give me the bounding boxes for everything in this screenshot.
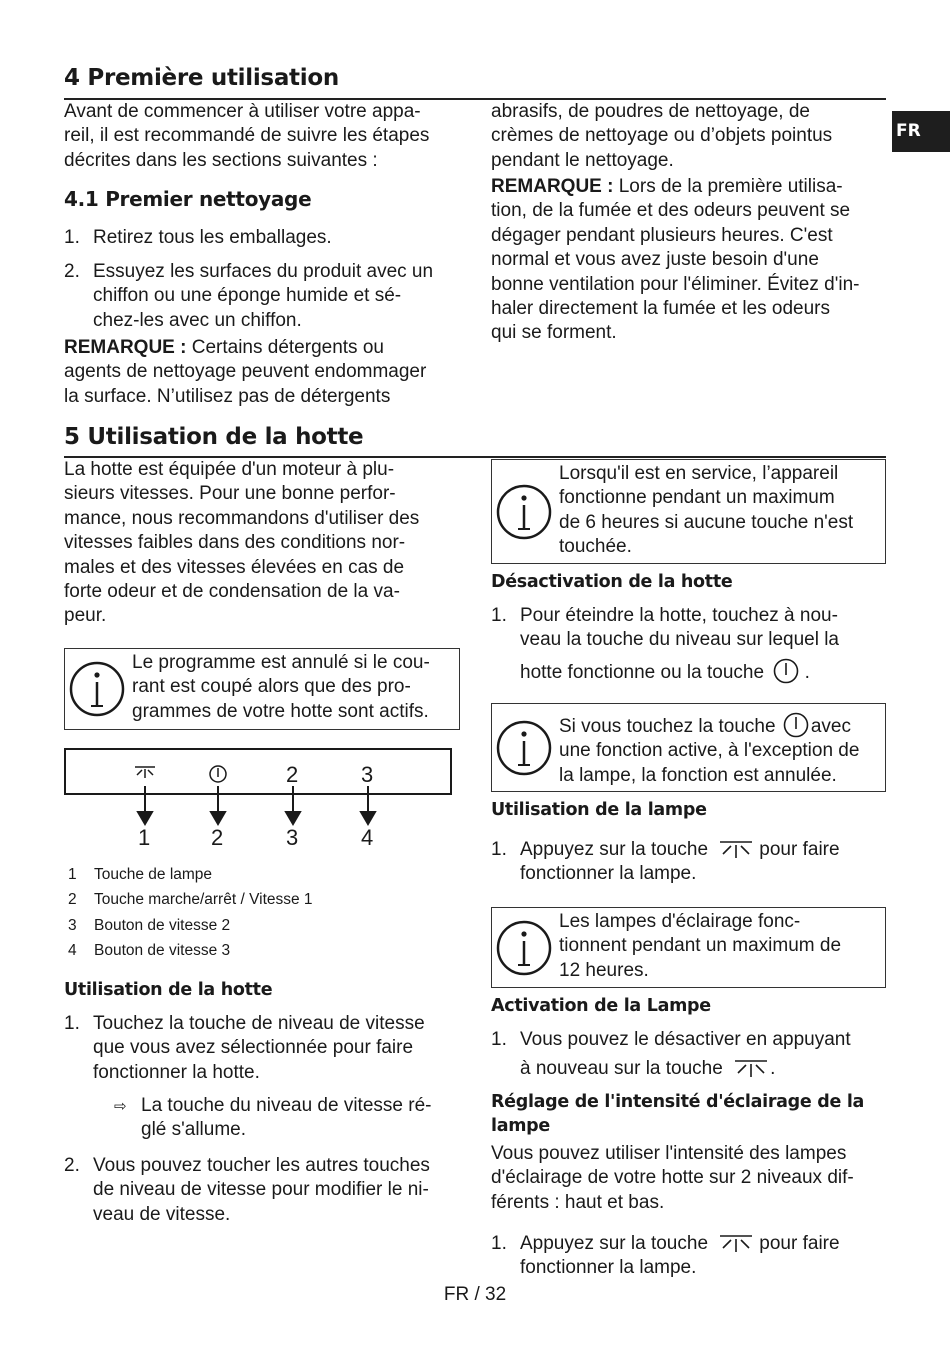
remark-first-use: REMARQUE : Lors de la première utilisa- tion, de la fumée et des odeurs peuvent se dégager pendant plusieurs heures. C'est normal et vous avez juste besoin d'une bonne ventilation pour l'éliminer. Évitez d'in- haler directement la fumée et les odeurs qui se forment. bbox=[491, 176, 860, 344]
info-icon bbox=[496, 920, 552, 976]
section-5-title: 5 Utilisation de la hotte bbox=[64, 424, 364, 450]
use-hood-title: Utilisation de la hotte bbox=[64, 980, 273, 1000]
cleaning-continued: abrasifs, de poudres de nettoyage, de crèmes de nettoyage ou d’objets pointus pendant le nettoyage. bbox=[491, 101, 833, 171]
lamp-icon bbox=[133, 764, 157, 780]
remark-cleaning: REMARQUE : Certains détergents ou agents de nettoyage peuvent endommager la surface. N’utilisez pas de détergents bbox=[64, 337, 427, 407]
result-arrow-icon: ⇨ bbox=[114, 1098, 127, 1115]
note-text: Lorsqu'il est en service, l’appareil fonctionne pendant un maximum de 6 heures si aucune touche n'est touchée. bbox=[559, 463, 854, 558]
legend-item: 4 bbox=[68, 942, 77, 959]
power-icon bbox=[208, 764, 228, 784]
intensity-intro: Vous pouvez utiliser l'intensité des lampes d'éclairage de votre hotte sur 2 niveaux dif- férents : haut et bas. bbox=[491, 1143, 854, 1213]
note-text: Les lampes d'éclairage fonc- tionnent pendant un maximum de 12 heures. bbox=[559, 911, 842, 981]
control-panel-diagram bbox=[64, 748, 452, 848]
lamp-use-title: Utilisation de la lampe bbox=[491, 800, 707, 820]
subsection-4-1-title: 4.1 Premier nettoyage bbox=[64, 187, 312, 211]
callout-1: 1 bbox=[138, 825, 151, 850]
lamp-activation-title: Activation de la Lampe bbox=[491, 996, 711, 1016]
remark-label: REMARQUE : bbox=[64, 337, 187, 358]
legend-item: 1 bbox=[68, 866, 77, 883]
info-note-power-cut bbox=[64, 648, 460, 730]
speed-2-label: 2 bbox=[286, 762, 299, 787]
note-text: Si vous touchez la touche avec une fonction active, à l'exception de la lampe, la fonction est annulée. bbox=[559, 712, 859, 788]
info-icon bbox=[496, 484, 552, 540]
section-4-intro: Avant de commencer à utiliser votre appa- reil, il est recommandé de suivre les étapes décrites dans les sections suivantes : bbox=[64, 101, 430, 171]
note-text: Le programme est annulé si le cou- rant est coupé alors que des pro- grammes de votre hotte sont actifs. bbox=[132, 652, 430, 722]
language-tab: FR bbox=[892, 111, 950, 152]
section-4-title: 4 Première utilisation bbox=[64, 65, 339, 91]
speed-3-label: 3 bbox=[361, 762, 374, 787]
info-note-lamp-timeout bbox=[491, 907, 886, 988]
remark-label: REMARQUE : bbox=[491, 176, 614, 197]
legend-item: 3 bbox=[68, 917, 77, 934]
section-5-intro: La hotte est équipée d'un moteur à plu- sieurs vitesses. Pour une bonne perfor- mance, nous recommandons d'utiliser des vitesses faibles dans des conditions nor- males et des vitesses élevées en cas de forte odeur et de condensation de la va- peur. bbox=[64, 459, 420, 627]
lamp-icon bbox=[732, 1058, 770, 1080]
page-number: FR / 32 bbox=[443, 1284, 507, 1305]
lamp-icon bbox=[717, 1233, 755, 1255]
info-note-timeout bbox=[491, 459, 886, 564]
legend-text: Bouton de vitesse 2 bbox=[94, 917, 231, 934]
legend-text: Touche marche/arrêt / Vitesse 1 bbox=[94, 891, 313, 908]
info-icon bbox=[69, 661, 125, 717]
callout-4: 4 bbox=[361, 825, 374, 850]
legend-text: Touche de lampe bbox=[94, 866, 213, 883]
callout-2: 2 bbox=[211, 825, 224, 850]
callout-3: 3 bbox=[286, 825, 299, 850]
info-note-cancel bbox=[491, 703, 886, 792]
info-icon bbox=[496, 720, 552, 776]
legend-item: 2 bbox=[68, 891, 77, 908]
power-icon bbox=[783, 712, 809, 738]
power-icon bbox=[773, 658, 799, 684]
legend-text: Bouton de vitesse 3 bbox=[94, 942, 231, 959]
result-text: La touche du niveau de vitesse ré- glé s'allume. bbox=[141, 1095, 432, 1141]
deactivation-title: Désactivation de la hotte bbox=[491, 572, 733, 592]
lamp-icon bbox=[717, 839, 755, 861]
intensity-title: Réglage de l'intensité d'éclairage de la lampe bbox=[491, 1092, 865, 1136]
